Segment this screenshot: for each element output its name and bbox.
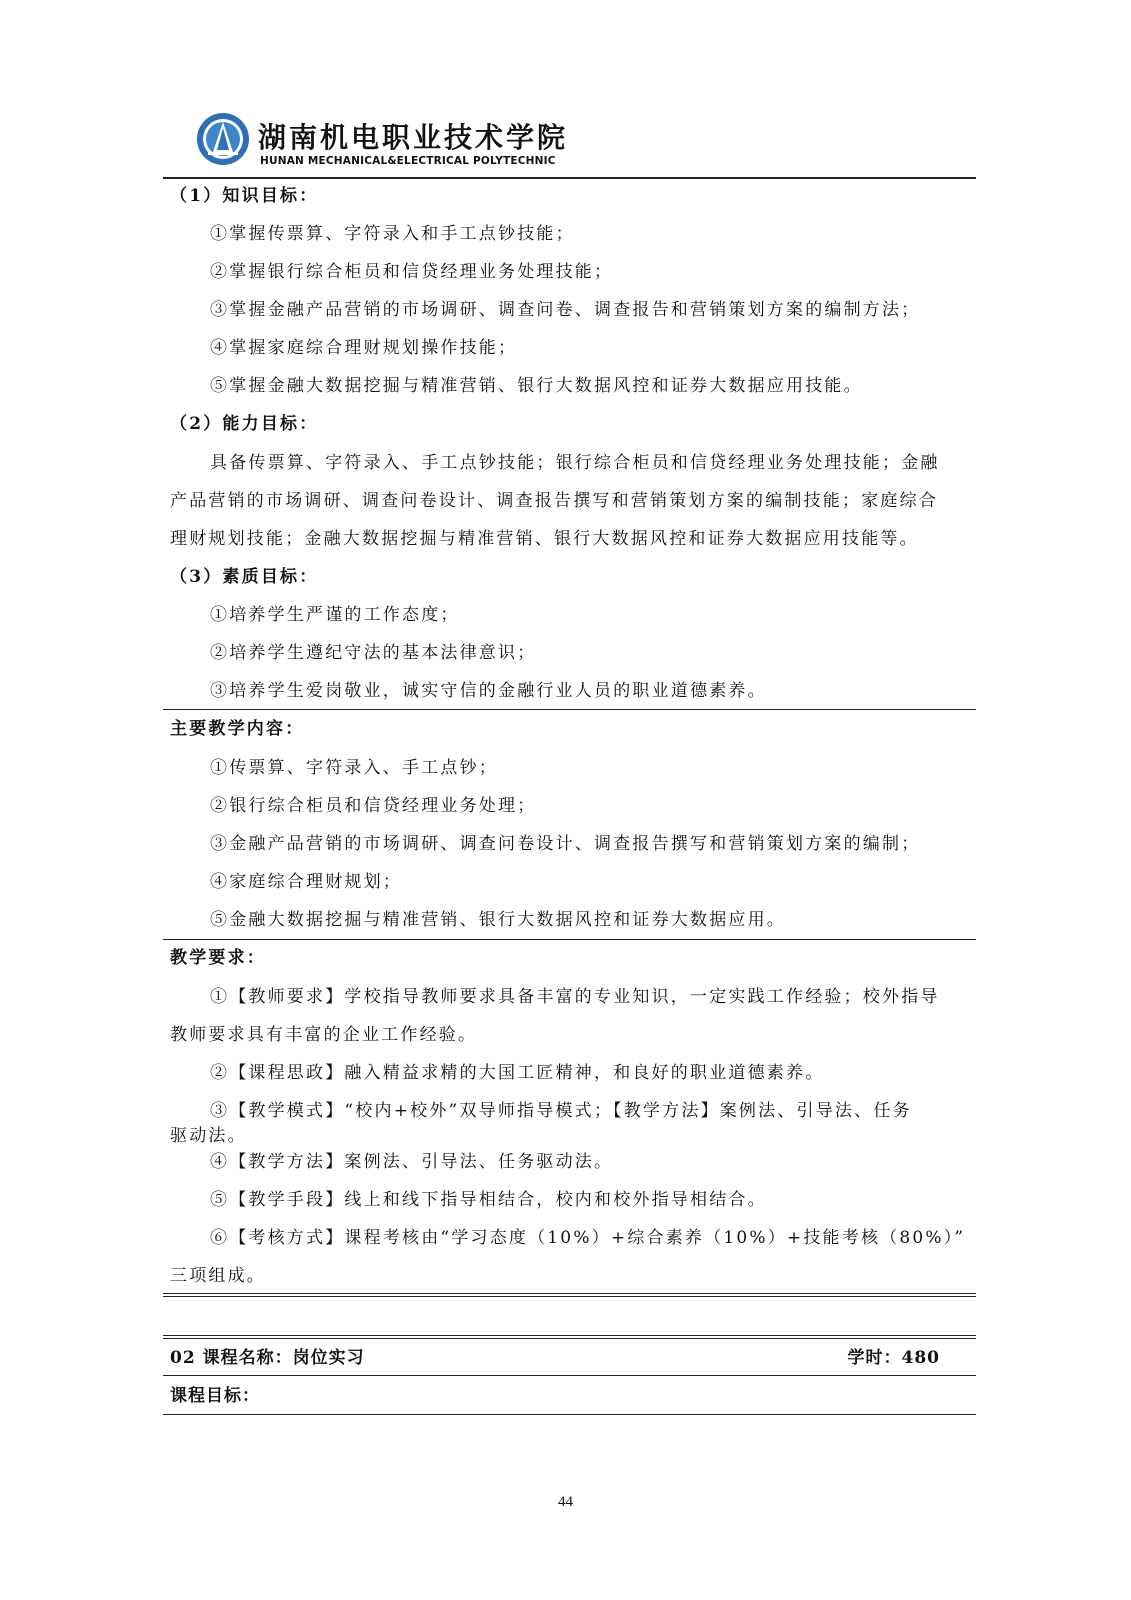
requirement-line: ③【教学模式】“校内+校外”双导师指导模式；【教学方法】案例法、引导法、任务: [210, 1101, 912, 1121]
content-item: ①传票算、字符录入、手工点钞；: [210, 758, 498, 778]
table-top-rule: [163, 1335, 976, 1336]
knowledge-item: ④掌握家庭综合理财规划操作技能；: [210, 338, 518, 358]
knowledge-item: ③掌握金融产品营销的市场调研、调查问卷、调查报告和营销策划方案的编制方法；: [210, 300, 921, 320]
section-divider: [163, 939, 976, 940]
content-item: ②银行综合柜员和信贷经理业务处理；: [210, 796, 537, 816]
content-item: ④家庭综合理财规划；: [210, 872, 402, 892]
knowledge-item: ②掌握银行综合柜员和信贷经理业务处理技能；: [210, 262, 614, 282]
ability-paragraph-line: 具备传票算、字符录入、手工点钞技能；银行综合柜员和信贷经理业务处理技能；金融: [210, 453, 940, 473]
section-divider: [163, 709, 976, 710]
table-bottom-rule: [163, 1296, 976, 1297]
requirement-line: ②【课程思政】融入精益求精的大国工匠精神，和良好的职业道德素养。: [210, 1063, 825, 1083]
content-item: ⑤金融大数据挖掘与精准营销、银行大数据风控和证券大数据应用。: [210, 910, 786, 930]
requirement-line: ⑤【教学手段】线上和线下指导相结合，校内和校外指导相结合。: [210, 1190, 767, 1210]
header-rule: [163, 177, 976, 179]
quality-item: ①培养学生严谨的工作态度；: [210, 605, 460, 625]
course-objectives-row: [170, 1381, 940, 1406]
page-header: [196, 112, 576, 170]
ability-objectives-heading: （2）能力目标：: [170, 414, 319, 434]
table-bottom-rule: [163, 1293, 976, 1294]
quality-objectives-heading: （3）素质目标：: [170, 567, 319, 587]
ability-paragraph-line: 理财规划技能；金融大数据挖掘与精准营销、银行大数据风控和证券大数据应用技能等。: [170, 529, 919, 549]
knowledge-item: ⑤掌握金融大数据挖掘与精准营销、银行大数据风控和证券大数据应用技能。: [210, 376, 863, 396]
teaching-requirements-heading: 教学要求：: [170, 948, 266, 968]
course-title-row: [170, 1343, 940, 1368]
teaching-content-heading: 主要教学内容：: [170, 719, 305, 739]
table-top-rule: [163, 1338, 976, 1339]
requirement-line: ⑥【考核方式】课程考核由“学习态度（10%）+综合素养（10%）+技能考核（80%）”: [210, 1228, 966, 1248]
school-name-en: HUNAN MECHANICAL&ELECTRICAL POLYTECHNIC: [260, 155, 556, 167]
row-divider: [163, 1375, 976, 1376]
quality-item: ③培养学生爱岗敬业，诚实守信的金融行业人员的职业道德素养。: [210, 681, 767, 701]
course-name: 02 课程名称：岗位实习: [170, 1348, 365, 1368]
row-divider: [163, 1414, 976, 1415]
course-hours: 学时：480: [847, 1348, 940, 1368]
requirement-line: ④【教学方法】案例法、引导法、任务驱动法。: [210, 1152, 614, 1172]
school-emblem-icon: [196, 112, 250, 166]
requirement-line: 三项组成。: [170, 1266, 266, 1286]
knowledge-item: ①掌握传票算、字符录入和手工点钞技能；: [210, 224, 575, 244]
quality-item: ②培养学生遵纪守法的基本法律意识；: [210, 643, 537, 663]
requirement-line: ①【教师要求】学校指导教师要求具备丰富的专业知识，一定实践工作经验；校外指导: [210, 987, 940, 1007]
ability-paragraph-line: 产品营销的市场调研、调查问卷设计、调查报告撰写和营销策划方案的编制技能；家庭综合: [170, 491, 938, 511]
requirement-line: 教师要求具有丰富的企业工作经验。: [170, 1025, 478, 1045]
knowledge-objectives-heading: （1）知识目标：: [170, 186, 319, 206]
school-name-cn: 湖南机电职业技术学院: [258, 121, 569, 154]
content-item: ③金融产品营销的市场调研、调查问卷设计、调查报告撰写和营销策划方案的编制；: [210, 834, 921, 854]
course-objectives-label: 课程目标：: [170, 1386, 260, 1406]
page-number: 44: [558, 1494, 573, 1510]
requirement-line: 驱动法。: [170, 1126, 247, 1146]
